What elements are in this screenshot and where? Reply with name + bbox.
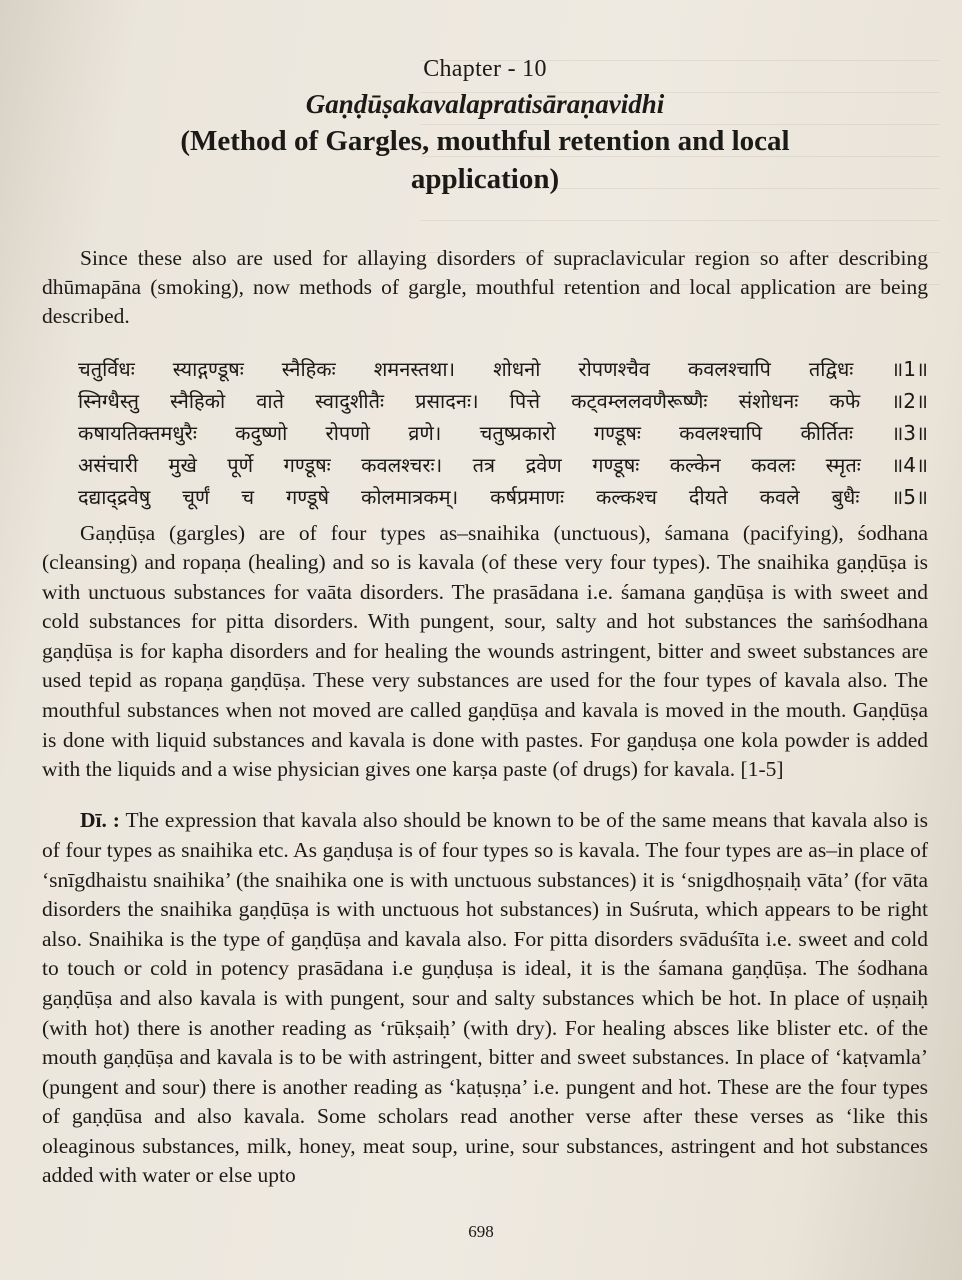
page-content <box>42 56 928 1213</box>
verse-line: असंचारी मुखे पूर्णे गण्डूषः कवलश्चरः। तत्र द्रवेण गण्डूषः कल्केन कवलः स्मृतः ॥4॥ <box>78 452 928 477</box>
commentary-label: Dī. : <box>80 808 120 833</box>
commentary-paragraph <box>42 806 928 1191</box>
intro-paragraph: Since these also are used for allaying disorders of supraclavicular region so after describing dhūmapāna (smoking), now methods of gargle, mouthful retention and local application are being described. <box>42 246 928 328</box>
translation-paragraph: Gaṇḍūṣa (gargles) are of four types as–snaihika (unctuous), śamana (pacifying), śodhana (cleansing) and ropaṇa (healing) and so is kavala (of these very four types). The snaihika gaṇḍūṣa is with unctuous substances for vaāta disorders. The prasādana i.e. śamana gaṇḍūṣa is with sweet and cold substances for pitta disorders. With pungent, sour, salty and hot substances the saṁśodhana gaṇḍūṣa is for kapha disorders and for healing the wounds astringent, bitter and sweet substances are used tepid as ropaṇa gaṇḍūṣa. These very substances are used for the four types of kavala also. The mouthful substances when not moved are called gaṇḍūṣa and kavala is moved in the mouth. Gaṇḍūṣa is done with liquid substances and kavala is done with pastes. For gaṇduṣa one kola powder is added with the liquids and a wise physician gives one karṣa paste (of drugs) for kavala. [1-5] <box>42 520 928 782</box>
chapter-number: Chapter - 10 <box>423 56 547 82</box>
commentary-text: The expression that kavala also should be known to be of the same means that kavala also is of four types as snaihika etc. As gaṇduṣa is of four types so is kavala. The four types are as–in place of ‘snīgdhaistu snaihika’ (the snaihika one is with unctuous substances) it is ‘snigdhoṣṇaiḥ vāta’ (for vāta disorders the snaihika gaṇḍūṣa is with unctuous hot substances) in Suśruta, which appears to be right also. Snaihika is the type of gaṇḍūṣa and kavala also. For pitta disorders svāduśīta i.e. sweet and cold to touch or cold in potency prasādana i.e guṇḍuṣa is ideal, it is the śamana gaṇḍūṣa. The śodhana gaṇḍūṣa and also kavala is with pungent, sour and salty substances which be hot. In place of uṣṇaiḥ (with hot) there is another reading as ‘rūkṣaiḥ’ (with dry). For healing absces like blister etc. of the mouth gaṇḍūṣa and kavala is to be with astringent, bitter and sweet substances. In place of ‘kaṭvamla’ (pungent and sour) there is another reading as ‘kaṭuṣṇa’ i.e. pungent and hot. These are the four types of gaṇḍūsa and also kavala. Some scholars read another verse after these verses as ‘like this oleaginous substances, milk, honey, meat soup, urine, sour substances, astringent and hot substances added with water or else upto <box>42 808 928 1188</box>
verse-line: स्निग्धैस्तु स्नैहिको वाते स्वादुशीतैः प्रसादनः। पित्ते कट्वम्ललवणैरूष्णैः संशोधनः कफे ॥2॥ <box>78 388 928 413</box>
sanskrit-verses <box>42 353 928 513</box>
verse-line: दद्याद्द्रवेषु चूर्णं च गण्डूषे कोलमात्रकम्। कर्षप्रमाणः कल्कश्च दीयते कवले बुधैः ॥5॥ <box>78 484 928 509</box>
verse-line: कषायतिक्तमधुरैः कदुष्णो रोपणो व्रणे। चतुष्प्रकारो गण्डूषः कवलश्चापि कीर्तितः ॥3॥ <box>78 420 928 445</box>
page-number: 698 <box>468 1222 494 1241</box>
chapter-title-sanskrit: Gaṇḍūṣakavalapratisāraṇavidhi <box>305 89 665 119</box>
verse-line: चतुर्विधः स्याद्गण्डूषः स्नैहिकः शमनस्तथा। शोधनो रोपणश्चैव कवलश्चापि तद्विधः ॥1॥ <box>78 356 928 381</box>
chapter-title-english: (Method of Gargles, mouthful retention and local application) <box>180 125 790 195</box>
